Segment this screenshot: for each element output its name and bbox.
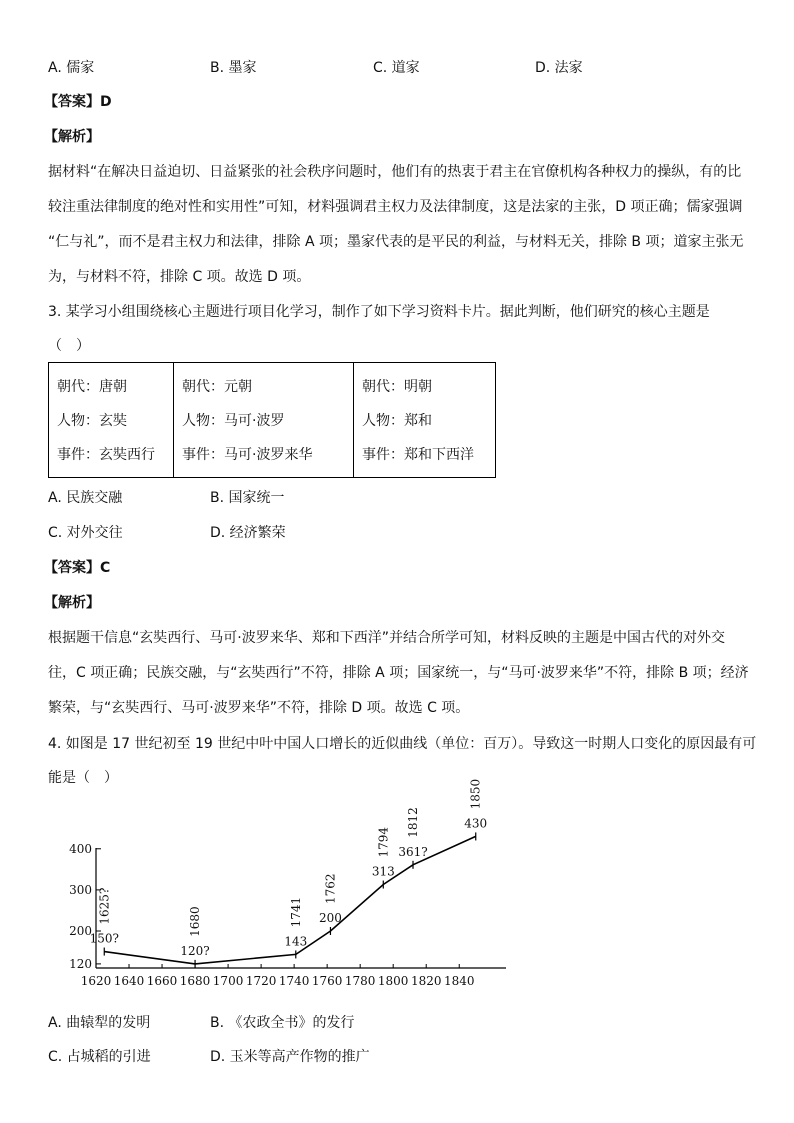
- card-event: 事件：马可·波罗来华: [182, 447, 313, 463]
- q4-option-b: B. 《农政全书》的发行: [210, 1015, 355, 1031]
- q3-card-yuan: [174, 363, 354, 478]
- q3-card-tang: [49, 363, 174, 478]
- y-tick-label: 200: [69, 924, 92, 938]
- q3-answer: 【答案】C: [44, 560, 111, 576]
- x-tick-label: 1640: [113, 974, 145, 988]
- x-tick-label: 1660: [146, 974, 178, 988]
- x-tick-label: 1780: [344, 974, 376, 988]
- q3-stem-line-1: 3. 某学习小组围绕核心主题进行项目化学习，制作了如下学习资料卡片。据此判断，他们研究的核心主题是: [48, 304, 710, 320]
- y-tick-label: 400: [69, 841, 92, 856]
- card-dynasty: 朝代：元朝: [182, 379, 252, 395]
- q3-option-d: D. 经济繁荣: [210, 525, 286, 541]
- x-tick-label: 1800: [377, 974, 409, 988]
- q4-stem-line-1: 4. 如图是 17 世纪初至 19 世纪中叶中国人口增长的近似曲线（单位：百万）。导致这一时期人口变化的原因最有可: [48, 736, 757, 752]
- data-year-label: 1741: [288, 896, 303, 928]
- q3-analysis-heading: 【解析】: [44, 595, 100, 611]
- data-year-label: 1762: [323, 873, 338, 904]
- card-event: 事件：郑和下西洋: [362, 447, 474, 463]
- x-tick-label: 1760: [311, 974, 343, 988]
- data-value-label: 150?: [89, 931, 119, 946]
- q2-analysis-line-2: 较注重法律制度的绝对性和实用性”可知，材料强调君主权力及法律制度，这是法家的主张，D 项正确；儒家强调: [48, 199, 743, 215]
- x-tick-label: 1620: [80, 974, 112, 988]
- q2-option-d: D. 法家: [535, 60, 583, 76]
- card-person: 人物：玄奘: [57, 413, 127, 429]
- q2-analysis-heading: 【解析】: [44, 129, 100, 145]
- card-person: 人物：马可·波罗: [182, 413, 285, 429]
- q3-card-ming: [354, 363, 496, 478]
- q3-analysis-line-2: 往，C 项正确；民族交融，与“玄奘西行”不符，排除 A 项；国家统一，与“马可·波罗来华”不符，排除 B 项；经济: [48, 665, 749, 681]
- q2-analysis-line-1: 据材料“在解决日益迫切、日益紧张的社会秩序问题时，他们有的热衷于君主在官僚机构各种权力的操纵，有的比: [48, 164, 742, 180]
- q3-analysis-line-3: 繁荣，与“玄奘西行、马可·波罗来华”不符，排除 D 项。故选 C 项。: [48, 700, 470, 716]
- x-tick-label: 1840: [443, 974, 475, 988]
- data-value-label: 430: [464, 816, 488, 831]
- q4-option-a: A. 曲辕犁的发明: [48, 1015, 151, 1031]
- y-tick-label: 120: [69, 956, 92, 971]
- card-person: 人物：郑和: [362, 413, 432, 429]
- q4-stem-line-2: 能是（ ）: [48, 770, 118, 786]
- data-year-label: 1850: [468, 778, 483, 810]
- data-value-label: 200: [318, 911, 342, 925]
- q4-option-d: D. 玉米等高产作物的推广: [210, 1049, 370, 1065]
- data-year-label: 1794: [376, 826, 391, 858]
- x-tick-label: 1740: [278, 974, 310, 988]
- data-year-label: 1625?: [97, 887, 112, 925]
- card-dynasty: 朝代：明朝: [362, 379, 432, 395]
- q2-analysis-line-4: 为，与材料不符，排除 C 项。故选 D 项。: [48, 269, 311, 285]
- card-event: 事件：玄奘西行: [57, 447, 155, 463]
- x-tick-label: 1700: [212, 974, 244, 988]
- q3-card-table: [48, 362, 496, 478]
- x-tick-label: 1720: [245, 974, 277, 988]
- q2-analysis-line-3: “仁与礼”，而不是君主权力和法律，排除 A 项；墨家代表的是平民的利益，与材料无关，排除 B 项；道家主张无: [48, 234, 744, 250]
- data-value-label: 313: [371, 864, 395, 879]
- q2-option-c: C. 道家: [373, 60, 420, 76]
- data-value-label: 120?: [180, 943, 210, 958]
- q2-option-b: B. 墨家: [210, 60, 257, 76]
- q3-option-a: A. 民族交融: [48, 490, 123, 506]
- y-tick-label: 300: [69, 882, 92, 897]
- q3-analysis-line-1: 根据题干信息“玄奘西行、马可·波罗来华、郑和下西洋”并结合所学可知，材料反映的主题是中国古代的对外交: [48, 630, 725, 646]
- data-value-label: 143: [284, 934, 308, 949]
- x-tick-label: 1680: [179, 974, 211, 988]
- x-tick-label: 1820: [410, 974, 442, 988]
- q3-option-b: B. 国家统一: [210, 490, 285, 506]
- data-year-label: 1680: [188, 906, 203, 937]
- card-dynasty: 朝代：唐朝: [57, 379, 127, 395]
- q3-stem-line-2: （ ）: [48, 338, 90, 354]
- population-chart: [69, 778, 514, 1000]
- q2-answer: 【答案】D: [44, 94, 112, 110]
- q2-option-a: A. 儒家: [48, 60, 95, 76]
- q3-option-c: C. 对外交往: [48, 525, 123, 541]
- data-year-label: 1812: [406, 807, 420, 838]
- data-value-label: 361?: [398, 844, 428, 859]
- q4-option-c: C. 占城稻的引进: [48, 1049, 151, 1065]
